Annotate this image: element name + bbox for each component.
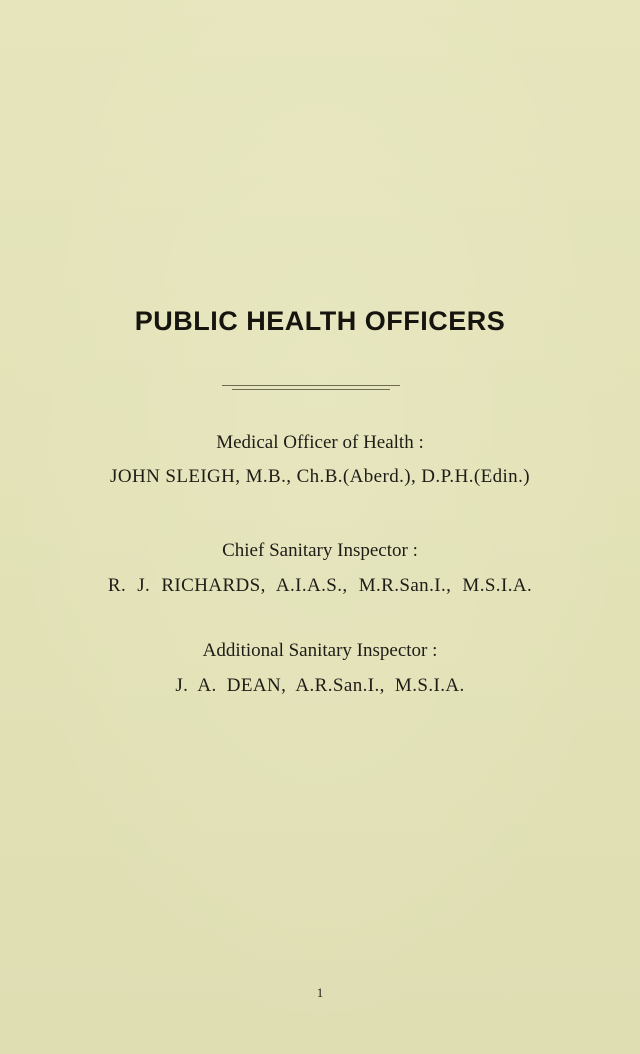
officer-role-additional-inspector: Additional Sanitary Inspector : (202, 640, 438, 661)
officer-role-chief-inspector: Chief Sanitary Inspector : (222, 540, 418, 561)
page-number: 1 (316, 985, 324, 1000)
officer-name-chief-inspector: R. J. RICHARDS, A.I.A.S., M.R.San.I., M.S.I.A. (107, 575, 533, 596)
page-title: PUBLIC HEALTH OFFICERS (134, 306, 506, 336)
officer-role-medical: Medical Officer of Health : (216, 432, 424, 453)
officer-name-additional-inspector: J. A. DEAN, A.R.San.I., M.S.I.A. (175, 675, 465, 696)
officer-name-medical: JOHN SLEIGH, M.B., Ch.B.(Aberd.), D.P.H.(Edin.) (110, 466, 530, 487)
title-divider-bottom (232, 389, 390, 390)
title-divider-top (222, 385, 400, 386)
